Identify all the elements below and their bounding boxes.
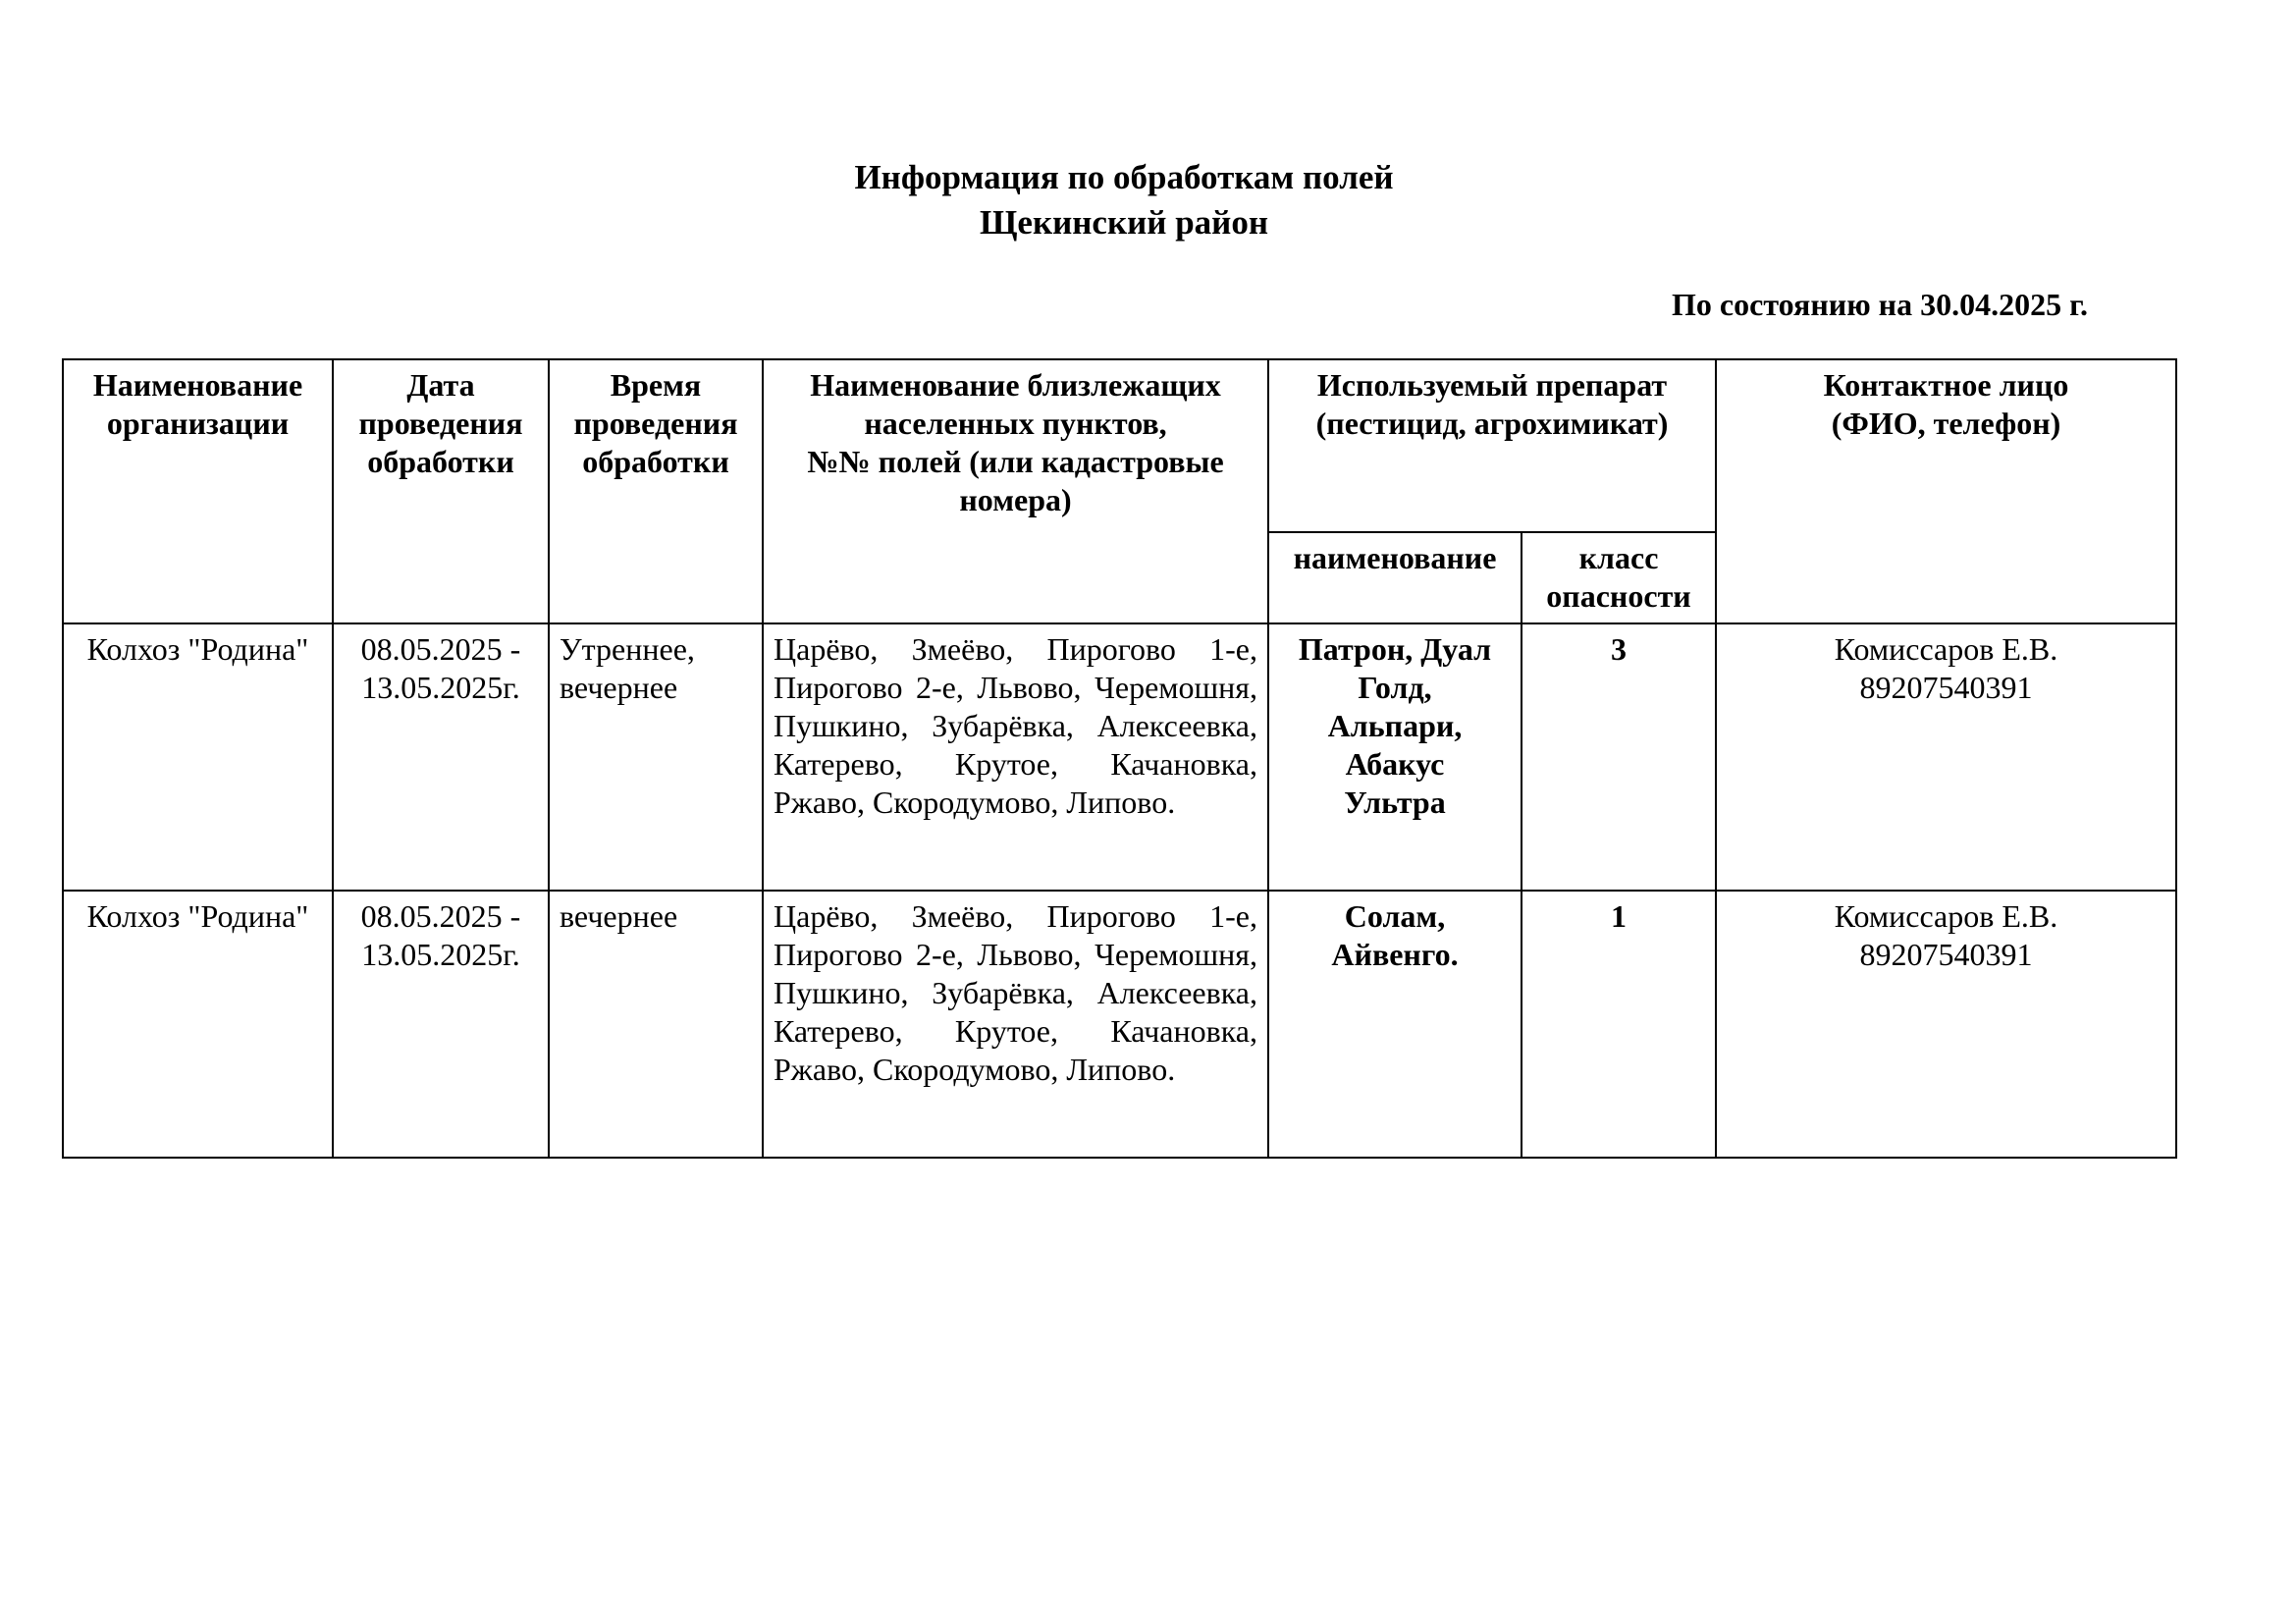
cell-preparation-name: Солам, Айвенго. [1268, 891, 1522, 1158]
status-date: По состоянию на 30.04.2025 г. [1672, 287, 2088, 322]
header-contact: Контактное лицо (ФИО, телефон) [1716, 359, 2176, 623]
header-time: Время проведения обработки [549, 359, 763, 623]
cell-time: вечернее [549, 891, 763, 1158]
title-line-1: Информация по обработкам полей [854, 158, 1394, 196]
cell-hazard-class: 3 [1522, 623, 1716, 891]
document-title [0, 155, 2248, 245]
cell-contact: Комиссаров Е.В. 89207540391 [1716, 623, 2176, 891]
cell-preparation-name: Патрон, Дуал Голд, Альпари, Абакус Ультра [1268, 623, 1522, 891]
header-date: Дата проведения обработки [333, 359, 549, 623]
header-hazard-class: класс опасности [1522, 532, 1716, 623]
cell-hazard-class: 1 [1522, 891, 1716, 1158]
header-preparation-name: наименование [1268, 532, 1522, 623]
title-line-2: Щекинский район [979, 203, 1269, 242]
table-row [63, 891, 2176, 1158]
cell-organization: Колхоз "Родина" [63, 891, 333, 1158]
header-locations: Наименование близлежащих населенных пунктов, №№ полей (или кадастровые номера) [763, 359, 1268, 623]
header-organization: Наименование организации [63, 359, 333, 623]
table-header-row [63, 359, 2176, 532]
cell-contact: Комиссаров Е.В. 89207540391 [1716, 891, 2176, 1158]
cell-date: 08.05.2025 - 13.05.2025г. [333, 891, 549, 1158]
cell-time: Утреннее, вечернее [549, 623, 763, 891]
cell-date: 08.05.2025 - 13.05.2025г. [333, 623, 549, 891]
header-preparation: Используемый препарат (пестицид, агрохимикат) [1268, 359, 1716, 532]
cell-locations: Царёво, Змеёво, Пирогово 1-е, Пирогово 2-е, Львово, Черемошня, Пушкино, Зубарёвка, Алексеевка, Катерево, Крутое, Качановка, Ржаво, Скородумово, Липово. [763, 623, 1268, 891]
cell-locations: Царёво, Змеёво, Пирогово 1-е, Пирогово 2-е, Львово, Черемошня, Пушкино, Зубарёвка, Алексеевка, Катерево, Крутое, Качановка, Ржаво, Скородумово, Липово. [763, 891, 1268, 1158]
table-row [63, 623, 2176, 891]
treatment-table [62, 358, 2177, 1159]
cell-organization: Колхоз "Родина" [63, 623, 333, 891]
